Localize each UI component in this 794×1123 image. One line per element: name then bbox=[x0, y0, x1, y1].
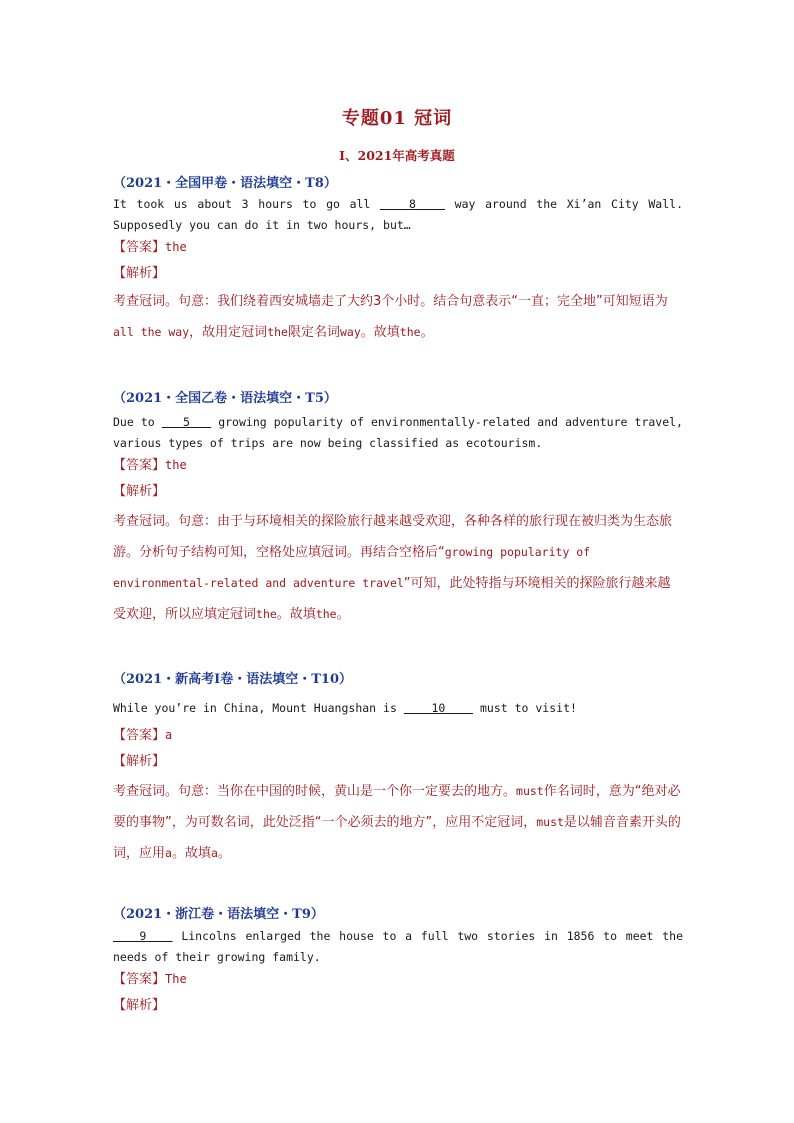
answer-line bbox=[113, 236, 683, 256]
question-sentence bbox=[113, 194, 683, 236]
answer-value: the bbox=[165, 458, 187, 472]
question-sentence bbox=[113, 926, 683, 968]
answer-label: 【答案】 bbox=[113, 240, 166, 255]
question-source: （2021・全国乙卷・语法填空・T5） bbox=[113, 391, 337, 406]
answer-label: 【答案】 bbox=[113, 728, 166, 743]
analysis-text: 考查冠词。句意：当你在中国的时候，黄山是一个你一定要去的地方。must作名词时，意为“绝对必要的事物”，为可数名词，此处泛指“一个必须去的地方”，应用不定冠词，must是以辅音音素开头的词，应用a。故填a。 bbox=[113, 784, 681, 861]
question-source: （2021・新高考I卷・语法填空・T10） bbox=[113, 672, 353, 687]
answer-label: 【答案】 bbox=[113, 458, 166, 473]
answer-value: the bbox=[165, 240, 187, 254]
sentence-before: Due to bbox=[113, 415, 162, 429]
sentence-after: way around the Xi’an City Wall. Supposedly you can do it in two hours, but… bbox=[113, 197, 683, 232]
question-sentence bbox=[113, 412, 683, 454]
question-sentence bbox=[113, 698, 683, 719]
section-subtitle: I、2021年高考真题 bbox=[339, 148, 455, 163]
sentence-after: growing popularity of environmentally-related and adventure travel, various types of trips are now being classified as ecotourism. bbox=[113, 415, 683, 450]
analysis-label: 【解析】 bbox=[113, 998, 166, 1013]
answer-line bbox=[113, 968, 683, 988]
answer-value: The bbox=[165, 972, 187, 986]
analysis-label: 【解析】 bbox=[113, 754, 166, 769]
analysis-label: 【解析】 bbox=[113, 266, 166, 281]
analysis-text: 考查冠词。句意：由于与环境相关的探险旅行越来越受欢迎，各种各样的旅行现在被归类为生态旅游。分析句子结构可知，空格处应填冠词。再结合空格后“growing popularity of environmental-related and adventure travel”可知，此处特指与环境相关的探险旅行越来越受欢迎，所以应填定冠词the。故填the。 bbox=[113, 514, 673, 622]
answer-label: 【答案】 bbox=[113, 972, 166, 987]
answer-blank: 10 bbox=[431, 701, 446, 715]
analysis-label: 【解析】 bbox=[113, 484, 166, 499]
question-source: （2021・浙江卷・语法填空・T9） bbox=[113, 907, 324, 922]
sentence-before: It took us about 3 hours to go all bbox=[113, 197, 381, 211]
answer-blank: 8 bbox=[409, 197, 416, 211]
sentence-after: must to visit! bbox=[473, 701, 577, 715]
answer-line bbox=[113, 724, 683, 744]
analysis-text: 考查冠词。句意：我们绕着西安城墙走了大约3个小时。结合句意表示“一直；完全地”可知短语为 all the way，故用定冠词the限定名词way。故填the。 bbox=[113, 294, 668, 340]
question-source: （2021・全国甲卷・语法填空・T8） bbox=[113, 176, 337, 191]
answer-blank: 9 bbox=[139, 929, 147, 943]
answer-blank: 5 bbox=[182, 415, 190, 429]
answer-line bbox=[113, 454, 683, 474]
sentence-before: While you’re in China, Mount Huangshan is bbox=[113, 701, 404, 715]
sentence-after: Lincolns enlarged the house to a full two stories in 1856 to meet the needs of their growing family. bbox=[113, 929, 684, 964]
answer-value: a bbox=[165, 728, 173, 742]
page-title: 专题01 冠词 bbox=[341, 108, 453, 129]
